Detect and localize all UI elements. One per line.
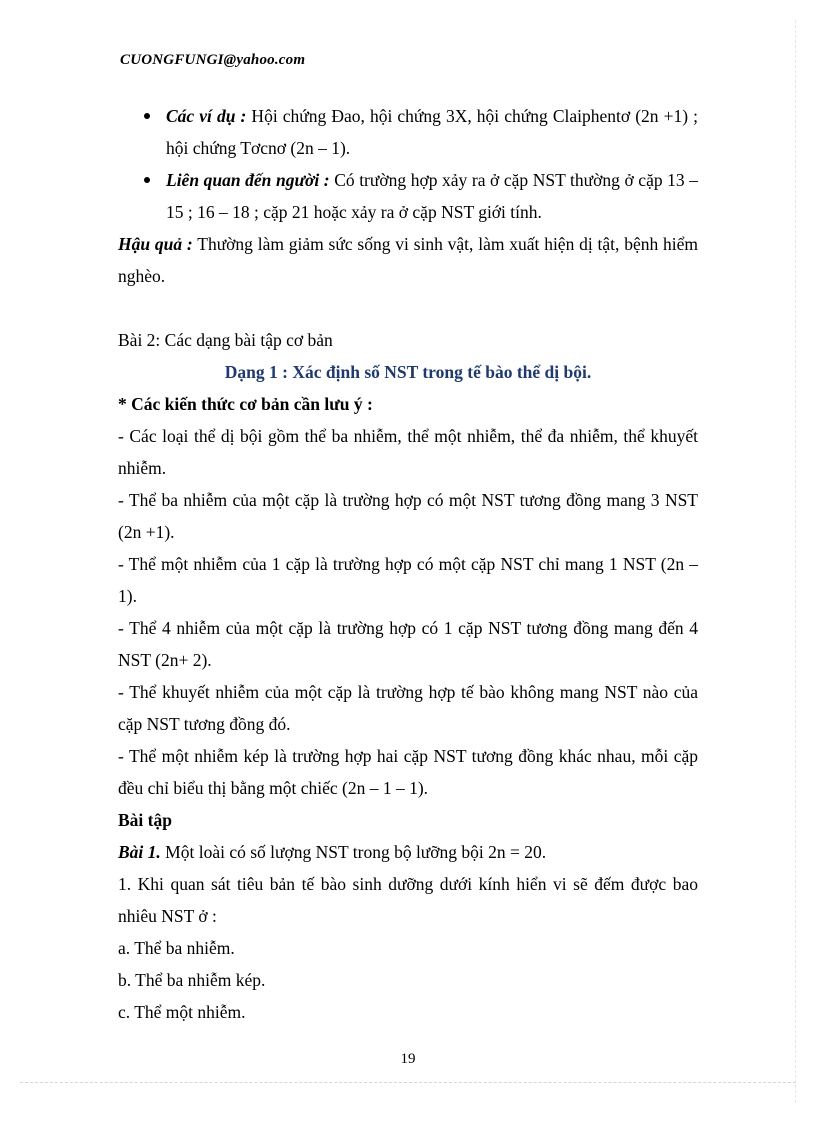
bullet-label: Các ví dụ : xyxy=(166,106,247,126)
lesson-title: Bài 2: Các dạng bài tập cơ bản xyxy=(118,330,333,350)
knowledge-item: - Các loại thể dị bội gồm thể ba nhiễm, thể một nhiễm, thể đa nhiễm, thể khuyết nhiễm. xyxy=(118,426,698,478)
knowledge-item: - Thể ba nhiễm của một cặp là trường hợp có một NST tương đồng mang 3 NST (2n +1). xyxy=(118,490,698,542)
knowledge-item: - Thể một nhiễm kép là trường hợp hai cặp NST tương đồng khác nhau, mỗi cặp đều chỉ biểu thị bằng một chiếc (2n – 1 – 1). xyxy=(118,746,698,798)
knowledge-item: - Thể một nhiễm của 1 cặp là trường hợp có một cặp NST chỉ mang 1 NST (2n – 1). xyxy=(118,554,698,606)
spacer xyxy=(118,292,698,324)
bullet-dot-icon xyxy=(144,113,150,119)
bullet-list xyxy=(118,100,698,228)
bullet-item-human xyxy=(118,164,698,228)
page-edge-guide xyxy=(795,20,796,1103)
footer-divider xyxy=(20,1082,796,1083)
exercise-heading: Bài tập xyxy=(118,810,172,830)
consequence-paragraph xyxy=(118,228,698,292)
exercise-1-text: Một loài có số lượng NST trong bộ lưỡng bội 2n = 20. xyxy=(160,842,547,862)
bullet-text: Có trường hợp xảy ra ở cặp NST thường ở cặp 13 – 15 ; 16 – 18 ; cặp 21 hoặc xảy ra ở cặp NST giới tính. xyxy=(166,170,698,222)
bullet-label: Liên quan đến người : xyxy=(166,170,330,190)
knowledge-item: - Thể khuyết nhiễm của một cặp là trường hợp tế bào không mang NST nào của cặp NST tương đồng đó. xyxy=(118,682,698,734)
page-number: 19 xyxy=(400,1051,416,1067)
knowledge-item: - Thể 4 nhiễm của một cặp là trường hợp có 1 cặp NST tương đồng mang đến 4 NST (2n+ 2). xyxy=(118,618,698,670)
bullet-dot-icon xyxy=(144,177,150,183)
consequence-text: Thường làm giảm sức sống vi sinh vật, làm xuất hiện dị tật, bệnh hiểm nghèo. xyxy=(118,234,699,286)
exercise-1 xyxy=(118,836,698,868)
knowledge-heading: * Các kiến thức cơ bản cần lưu ý : xyxy=(118,394,373,414)
bullet-text: Hội chứng Đao, hội chứng 3X, hội chứng Claiphentơ (2n +1) ; hội chứng Tơcnơ (2n – 1). xyxy=(166,106,698,158)
option-c: c. Thể một nhiễm. xyxy=(118,1002,246,1022)
exercise-1-label: Bài 1. xyxy=(118,842,161,862)
question-1: 1. Khi quan sát tiêu bản tế bào sinh dưỡng dưới kính hiển vi sẽ đếm được bao nhiêu NST ở : xyxy=(118,874,698,926)
bullet-item-examples xyxy=(118,100,698,164)
consequence-label: Hậu quả : xyxy=(118,234,193,254)
header-email: CUONGFUNGI@yahoo.com xyxy=(120,52,306,68)
page-content xyxy=(118,100,698,1028)
option-b: b. Thể ba nhiễm kép. xyxy=(118,970,266,990)
section-title: Dạng 1 : Xác định số NST trong tế bào thể dị bội. xyxy=(224,362,592,382)
option-a: a. Thể ba nhiễm. xyxy=(118,938,235,958)
